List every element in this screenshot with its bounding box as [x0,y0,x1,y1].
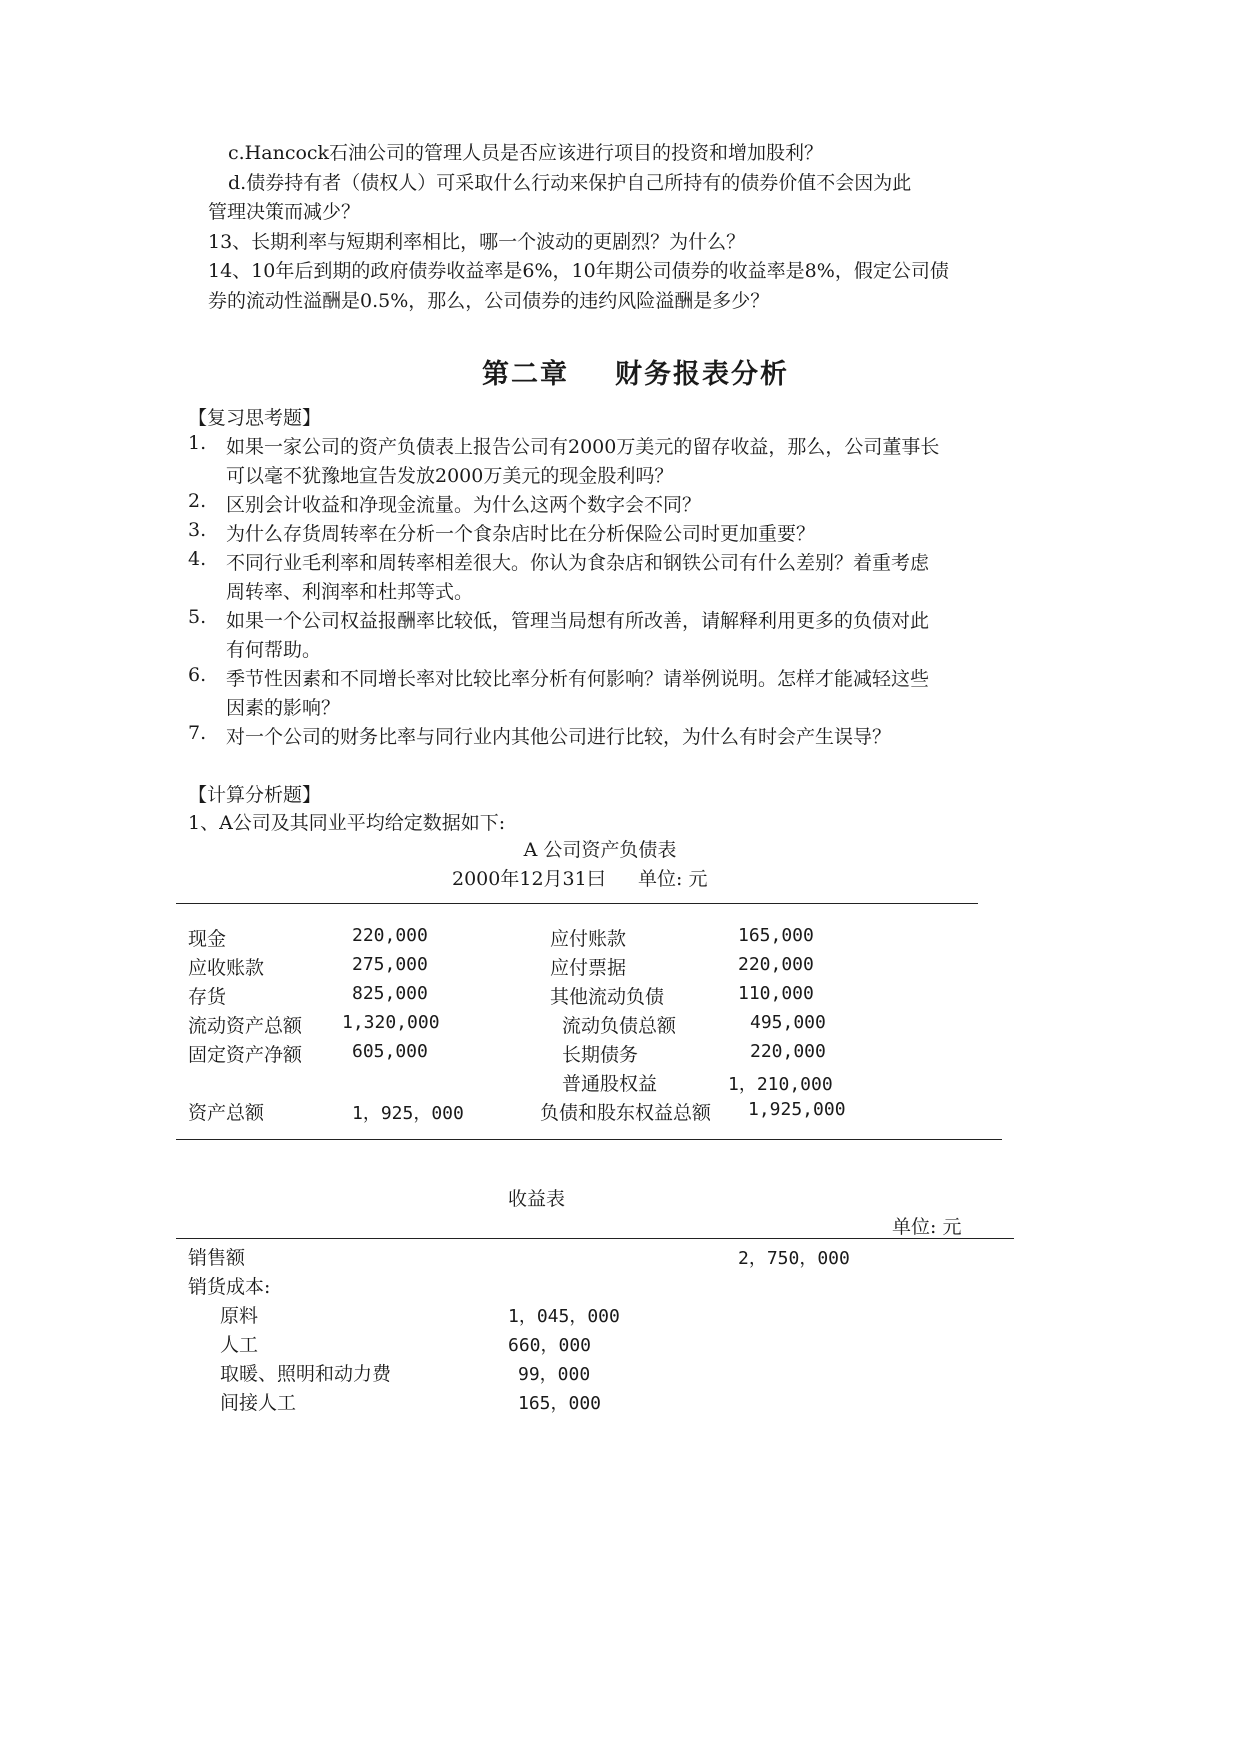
review-item-num: 5. [188,606,207,628]
chapter-number: 第二章 [482,359,569,390]
review-item-text: 区别会计收益和净现金流量。为什么这两个数字会不同？ [226,494,702,516]
question-13: 13、长期利率与短期利率相比，哪一个波动的更剧烈？为什么？ [208,231,746,253]
question-14-line2: 券的流动性溢酬是0.5%，那么，公司债券的违约风险溢酬是多少？ [208,290,770,312]
bs-liability-label: 普通股权益 [562,1073,658,1095]
bs-liability-value: 220,000 [738,954,814,975]
review-item-text: 不同行业毛利率和周转率相差很大。你认为食杂店和钢铁公司有什么差别？着重考虑 [226,552,930,574]
review-item-text: 为什么存货周转率在分析一个食杂店时比在分析保险公司时更加重要？ [226,523,816,545]
bs-liability-label: 长期债务 [562,1044,639,1066]
bs-liability-value: 495,000 [750,1012,826,1033]
cogs-item-label: 间接人工 [220,1392,297,1414]
review-item-text: 季节性因素和不同增长率对比较比率分析有何影响？请举例说明。怎样才能减轻这些 [226,668,930,690]
cogs-item-label: 原料 [220,1305,259,1327]
sales-label: 销售额 [188,1247,246,1269]
review-item-text: 因素的影响？ [226,697,341,719]
bs-liability-label: 应付账款 [550,928,627,950]
bs-liability-value: 165,000 [738,925,814,946]
bs-asset-label: 存货 [188,986,227,1008]
bs-asset-value: 825,000 [352,983,428,1004]
review-heading: 【复习思考题】 [188,407,322,429]
calc-question-1: 1、A公司及其同业平均给定数据如下: [188,812,506,834]
bs-asset-value: 275,000 [352,954,428,975]
bs-liability-value: 220,000 [750,1041,826,1062]
question-c: c.Hancock石油公司的管理人员是否应该进行项目的投资和增加股利？ [228,142,824,164]
income-statement-top-rule [176,1238,1014,1239]
sales-value: 2，750，000 [738,1248,850,1269]
bs-asset-label: 现金 [188,928,227,950]
cogs-label: 销货成本: [188,1276,271,1298]
cogs-item-value: 165，000 [518,1393,602,1414]
balance-sheet-title: A 公司资产负债表 [523,839,677,861]
calc-heading: 【计算分析题】 [188,784,322,806]
bs-asset-label: 流动资产总额 [188,1015,303,1037]
cogs-item-value: 660，000 [508,1335,592,1356]
review-item-num: 1. [188,432,207,454]
review-item-text: 有何帮助。 [226,639,322,661]
review-item-num: 6. [188,664,207,686]
question-14-line1: 14、10年后到期的政府债券收益率是6%，10年期公司债券的收益率是8%，假定公司债 [208,260,949,282]
bs-asset-value: 605,000 [352,1041,428,1062]
income-statement-title: 收益表 [508,1188,566,1210]
bs-asset-value: 220,000 [352,925,428,946]
bs-asset-value: 1,320,000 [342,1012,440,1033]
bs-asset-total-label: 资产总额 [188,1102,265,1124]
bs-liability-label: 其他流动负债 [550,986,665,1008]
review-item-num: 4. [188,548,207,570]
question-d-line2: 管理决策而减少？ [208,201,361,223]
bs-asset-label: 固定资产净额 [188,1044,303,1066]
review-item-text: 可以毫不犹豫地宣告发放2000万美元的现金股利吗？ [226,465,674,487]
review-item-text: 如果一家公司的资产负债表上报告公司有2000万美元的留存收益，那么，公司董事长 [226,436,940,458]
balance-sheet-date: 2000年12月31曰 [452,868,606,890]
review-item-num: 7. [188,722,207,744]
review-item-text: 周转率、利润率和杜邦等式。 [226,581,474,603]
bs-liability-value: 1，210,000 [728,1074,833,1095]
cogs-item-value: 1，045，000 [508,1306,620,1327]
cogs-item-label: 取暖、照明和动力费 [220,1363,392,1385]
review-item-text: 如果一个公司权益报酬率比较低，管理当局想有所改善，请解释利用更多的负债对此 [226,610,930,632]
review-item-text: 对一个公司的财务比率与同行业内其他公司进行比较，为什么有时会产生误导？ [226,726,892,748]
bs-liability-total-value: 1,925,000 [748,1099,846,1120]
bs-asset-label: 应收账款 [188,957,265,979]
cogs-item-value: 99，000 [518,1364,591,1385]
chapter-title: 财务报表分析 [615,359,789,390]
balance-sheet-top-rule [176,903,978,904]
bs-liability-value: 110,000 [738,983,814,1004]
question-d-line1: d.债券持有者（债权人）可采取什么行动来保护自己所持有的债券价值不会因为此 [228,172,912,194]
bs-liability-total-label: 负债和股东权益总额 [540,1102,712,1124]
review-item-num: 3. [188,519,207,541]
review-item-num: 2. [188,490,207,512]
bs-liability-label: 应付票据 [550,957,627,979]
cogs-item-label: 人工 [220,1334,259,1356]
income-statement-unit: 单位: 元 [892,1216,962,1238]
bs-asset-total-value: 1，925，000 [352,1103,464,1124]
balance-sheet-unit: 单位: 元 [638,868,708,890]
bs-liability-label: 流动负债总额 [562,1015,677,1037]
balance-sheet-bottom-rule [176,1139,1002,1140]
